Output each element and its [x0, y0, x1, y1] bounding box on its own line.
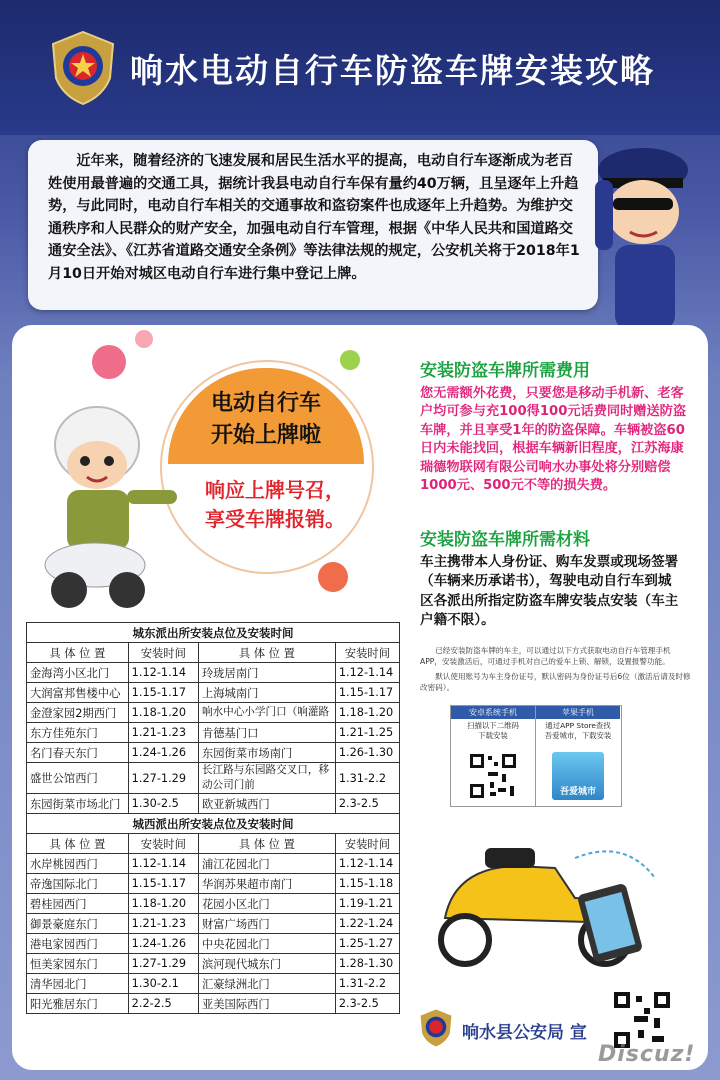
table-cell: 金海湾小区北门	[27, 663, 129, 683]
table-caption: 城东派出所安装点位及安装时间	[27, 623, 400, 643]
table-cell: 2.2-2.5	[128, 994, 198, 1014]
table-caption-row	[27, 623, 400, 643]
app-note-p1: 已经安装防盗车牌的车主，可以通过以下方式获取电动自行车管理手机APP，安装激活后，可通过手机对自己的爱车上锁、解锁，设置报警功能。	[420, 646, 671, 666]
table-header-cell: 具 体 位 置	[198, 643, 335, 663]
table-header-row	[27, 643, 400, 663]
table-cell: 1.12-1.14	[335, 854, 399, 874]
table-cell: 1.18-1.20	[335, 703, 399, 723]
table-cell: 玲珑居南门	[198, 663, 335, 683]
police-emblem-icon	[48, 30, 118, 106]
table-row	[27, 954, 400, 974]
fee-text: 您无需额外花费，只要您是移动手机新、老客户均可参与充100得100元话费同时赠送防盗车牌，并且享受1年的防盗保障。车辆被盗60日内未能找回，根据车辆新旧程度，江苏海康瑞德物联网有限公司响水办事处将分别赔偿1000元、500元不等的损失费。	[420, 386, 687, 494]
table-header-cell: 具 体 位 置	[27, 834, 129, 854]
apple-head: 苹果手机	[536, 706, 620, 719]
table-cell: 东园街菜市场南门	[198, 743, 335, 763]
table-cell: 响水中心小学门口（响灌路	[198, 703, 335, 723]
table-cell: 恒美家园东门	[27, 954, 129, 974]
table-cell: 花园小区北门	[198, 894, 335, 914]
table-cell: 汇豪绿洲北门	[198, 974, 335, 994]
qr-code-icon[interactable]	[468, 752, 518, 800]
table-row	[27, 934, 400, 954]
table-cell: 金澄家园2期西门	[27, 703, 129, 723]
table-cell: 华润苏果超市南门	[198, 874, 335, 894]
intro-box	[28, 140, 598, 310]
table-cell: 肯德基门口	[198, 723, 335, 743]
table-row	[27, 974, 400, 994]
table-cell: 1.15-1.17	[335, 683, 399, 703]
table-cell: 名门春天东门	[27, 743, 129, 763]
police-rider-icon	[35, 395, 185, 615]
table-cell: 帝逸国际北门	[27, 874, 129, 894]
table-cell: 1.21-1.23	[128, 723, 198, 743]
table-row	[27, 743, 400, 763]
table-cell: 1.24-1.26	[128, 743, 198, 763]
table-cell: 1.25-1.27	[335, 934, 399, 954]
apple-column	[536, 706, 620, 806]
banner-slogan-2: 享受车牌报销。	[205, 507, 345, 531]
table-cell: 2.3-2.5	[335, 994, 399, 1014]
watermark: Discuz!	[598, 1042, 696, 1067]
table-cell: 1.15-1.17	[128, 874, 198, 894]
table-row	[27, 703, 400, 723]
fee-title: 安装防盗车牌所需费用	[420, 361, 590, 381]
android-desc-1: 扫描以下二维码	[467, 721, 519, 730]
table-row	[27, 763, 400, 794]
table-row	[27, 683, 400, 703]
apple-desc-2: 吾爱城市，下载安装	[544, 731, 612, 740]
table-cell: 水岸桃园西门	[27, 854, 129, 874]
table-cell: 港电家园西门	[27, 934, 129, 954]
table-cell: 1.19-1.21	[335, 894, 399, 914]
decor-circle	[340, 350, 360, 370]
table-cell: 东园街菜市场北门	[27, 794, 129, 814]
app-logo[interactable]	[552, 752, 604, 800]
materials-text: 车主携带本人身份证、购车发票或现场签署（车辆来历承诺书），驾驶电动自行车到城区各派出所指定防盗车牌安装点安装（车主户籍不限）。	[420, 554, 679, 629]
table-cell: 1.31-2.2	[335, 974, 399, 994]
materials-title: 安装防盗车牌所需材料	[420, 530, 590, 550]
table-cell: 浦江花园北门	[198, 854, 335, 874]
decor-circle	[318, 562, 348, 592]
table-cell: 1.21-1.25	[335, 723, 399, 743]
table-header-cell: 安装时间	[335, 834, 399, 854]
police-emblem-icon	[418, 1008, 454, 1048]
table-cell: 2.3-2.5	[335, 794, 399, 814]
table-cell: 1.12-1.14	[128, 663, 198, 683]
table-cell: 财富广场西门	[198, 914, 335, 934]
table-cell: 大润富邦售楼中心	[27, 683, 129, 703]
table-cell: 1.31-2.2	[335, 763, 399, 794]
table-cell: 1.30-2.5	[128, 794, 198, 814]
banner-line1: 电动自行车	[210, 391, 321, 416]
app-download-box	[450, 705, 622, 807]
table-cell: 欧亚新城西门	[198, 794, 335, 814]
table-cell: 1.15-1.18	[335, 874, 399, 894]
page-title: 响水电动自行车防盗车牌安装攻略	[130, 51, 655, 90]
table-row	[27, 794, 400, 814]
table-header-cell: 安装时间	[335, 643, 399, 663]
table-cell: 1.18-1.20	[128, 703, 198, 723]
table-cell: 阳光雅居东门	[27, 994, 129, 1014]
decor-circle	[135, 330, 153, 348]
table-cell: 1.30-2.1	[128, 974, 198, 994]
table-cell: 滨河现代城东门	[198, 954, 335, 974]
table-caption: 城西派出所安装点位及安装时间	[27, 814, 400, 834]
table-cell: 1.18-1.20	[128, 894, 198, 914]
android-column	[451, 706, 536, 806]
table-cell: 碧桂园西门	[27, 894, 129, 914]
app-logo-text: 吾爱城市	[559, 787, 596, 797]
table-cell: 1.12-1.14	[128, 854, 198, 874]
table-cell: 盛世公馆西门	[27, 763, 129, 794]
decor-circle	[92, 345, 126, 379]
table-cell: 1.26-1.30	[335, 743, 399, 763]
table-cell: 1.22-1.24	[335, 914, 399, 934]
scooter-icon	[425, 828, 665, 978]
table-row	[27, 914, 400, 934]
table-row	[27, 663, 400, 683]
table-cell: 亚美国际西门	[198, 994, 335, 1014]
table-cell: 清华园北门	[27, 974, 129, 994]
banner-line2: 开始上牌啦	[210, 423, 321, 448]
android-head: 安卓系统手机	[451, 706, 535, 719]
table-cell: 1.24-1.26	[128, 934, 198, 954]
app-note	[420, 645, 692, 693]
table-row	[27, 994, 400, 1014]
table-cell: 上海城南门	[198, 683, 335, 703]
intro-text: 近年来，随着经济的飞速发展和居民生活水平的提高，电动自行车逐渐成为老百姓使用最普遍的交通工具，据统计我县电动自行车保有量约40万辆，且呈逐年上升趋势，与此同时，电动自行车相关的交通事故和盗窃案件也成逐年上升趋势。为维护交通秩序和人民群众的财产安全，加强电动自行车管理，根据《中华人民共和国道路交通安全法》、《江苏省道路交通安全条例》等法律法规的规定，公安机关将于2018年1月10日开始对城区电动自行车进行集中登记上牌。	[48, 153, 580, 282]
table-row	[27, 723, 400, 743]
install-schedule-table	[26, 622, 400, 1014]
table-header-cell: 具 体 位 置	[198, 834, 335, 854]
table-row	[27, 894, 400, 914]
table-cell: 1.28-1.30	[335, 954, 399, 974]
banner-slogan-1: 响应上牌号召，	[205, 478, 345, 502]
table-header-cell: 安装时间	[128, 834, 198, 854]
table-header-cell: 安装时间	[128, 643, 198, 663]
qr-code-icon[interactable]	[612, 990, 672, 1050]
app-note-p2: 默认使用账号为车主身份证号，默认密码为身份证号后6位（激活后请及时修改密码）。	[420, 672, 691, 692]
table-header-cell: 具 体 位 置	[27, 643, 129, 663]
table-cell: 1.27-1.29	[128, 763, 198, 794]
android-desc-2: 下载安装	[478, 731, 508, 740]
table-row	[27, 874, 400, 894]
table-cell: 御景豪庭东门	[27, 914, 129, 934]
table-header-row	[27, 834, 400, 854]
apple-desc-1: 通过APP Store查找	[545, 721, 611, 730]
header	[0, 0, 720, 135]
table-cell: 中央花园北门	[198, 934, 335, 954]
footer-text: 响水县公安局 宣	[462, 1023, 587, 1043]
table-cell: 1.12-1.14	[335, 663, 399, 683]
table-cell: 东方佳苑东门	[27, 723, 129, 743]
table-cell: 长江路与东园路交叉口，移动公司门前	[198, 763, 335, 794]
table-cell: 1.27-1.29	[128, 954, 198, 974]
table-row	[27, 854, 400, 874]
table-cell: 1.21-1.23	[128, 914, 198, 934]
table-caption-row	[27, 814, 400, 834]
table-cell: 1.15-1.17	[128, 683, 198, 703]
